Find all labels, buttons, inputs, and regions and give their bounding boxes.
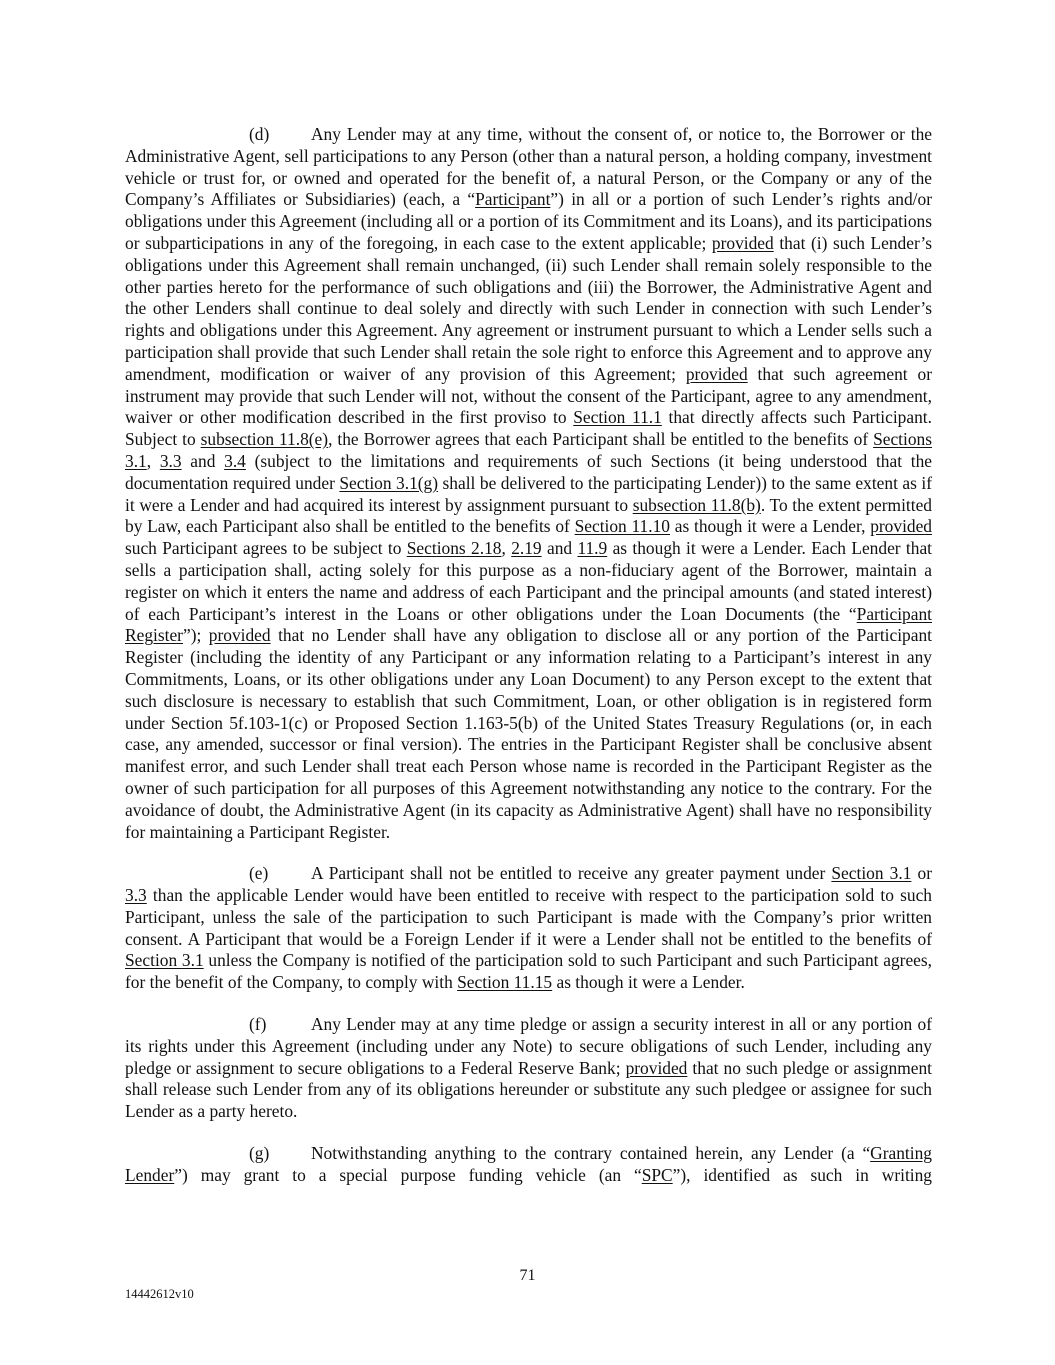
- defined-term-reference: 11.9: [577, 538, 608, 559]
- paragraph-g: [125, 1143, 932, 1187]
- paragraph-text: as though it were a Lender,: [670, 516, 871, 537]
- paragraph-text: (subject to the limitations and requirements of such Sections (it being understood that the documentation required under: [125, 450, 933, 493]
- paragraph-text: that directly affects such Participant. Subject to: [125, 407, 932, 450]
- paragraph-text: Notwithstanding anything to the contrary contained herein, any Lender (a “: [311, 1143, 871, 1164]
- defined-term-reference: provided: [711, 232, 774, 253]
- paragraph-text: ”) in all or a portion of such Lender’s rights and/or obligations under this Agreement (including all or a portion of its Commitment and its Loans), and its participations or subparticipations in any of the foregoing, in each case to the extent applicable;: [125, 189, 932, 253]
- paragraph-text: and: [181, 450, 225, 471]
- paragraph-text: that no such pledge or assignment shall release such Lender from any of its obligations hereunder or substitute any such pledgee or assignee for such Lender as a party hereto.: [125, 1057, 932, 1122]
- defined-term-reference: provided: [208, 625, 271, 646]
- defined-term-reference: subsection 11.8(b): [632, 494, 761, 515]
- page-number: 71: [519, 1267, 536, 1284]
- paragraph-text: that no Lender shall have any obligation to disclose all or any portion of the Participant Register (including the identity of any Participant or any information relating to a Participant’s interest in any Commitments, Loans, or its other obligations under any Loan Document) to any Person except to the extent that such disclosure is necessary to establish that such Commitment, Loan, or other obligation is in registered form under Section 5f.103-1(c) or Proposed Section 1.163-5(b) of the United States Treasury Regulations (or, in each case, any amended, successor or final version). The entries in the Participant Register shall be conclusive absent manifest error, and such Lender shall treat each Person whose name is recorded in the Participant Register as the owner of such participation for all purposes of this Agreement notwithstanding any notice to the contrary. For the avoidance of doubt, the Administrative Agent (in its capacity as Administrative Agent) shall have no responsibility for maintaining a Participant Register.: [125, 625, 932, 842]
- paragraph-f: [125, 1014, 932, 1123]
- paragraph-marker: (f): [249, 1014, 267, 1035]
- paragraph-marker: (e): [249, 863, 269, 884]
- paragraph-text: unless the Company is notified of the participation sold to such Participant and such Participant agrees, for the benefit of the Company, to comply with: [125, 950, 932, 993]
- defined-term-reference: Sections 2.18: [406, 538, 502, 559]
- document-body: [125, 124, 932, 1207]
- defined-term-reference: provided: [685, 363, 748, 384]
- paragraph-marker: (g): [249, 1143, 270, 1164]
- paragraph-text: Any Lender may at any time, without the consent of, or notice to, the Borrower or the Administrative Agent, sell participations to any Person (other than a natural person, a holding company, investment vehicle or trust for, or owned and operated for the benefit of, a natural Person, or the Company or any of the Company’s Affiliates or Subsidiaries) (each, a “: [125, 124, 932, 210]
- paragraph-text: ”), identified as such in writing: [672, 1164, 932, 1185]
- paragraph-text: that (i) such Lender’s obligations under this Agreement shall remain unchanged, (ii) such Lender shall remain solely responsible to the other parties hereto for the performance of such obligations and (iii) the Borrower, the Administrative Agent and the other Lenders shall continue to deal solely and directly with such Lender in connection with such Lender’s rights and obligations under this Agreement. Any agreement or instrument pursuant to which a Lender sells such a participation shall provide that such Lender shall retain the sole right to enforce this Agreement and to approve any amendment, modification or waiver of any provision of this Agreement;: [125, 232, 932, 384]
- paragraph-text: or: [911, 863, 932, 884]
- paragraph-text: and: [541, 538, 578, 559]
- defined-term-reference: Section 11.1: [573, 407, 662, 428]
- defined-term-reference: Section 3.1: [125, 950, 204, 971]
- paragraph-text: ”) may grant to a special purpose funding vehicle (an “: [174, 1164, 642, 1185]
- defined-term-reference: 3.3: [159, 450, 182, 471]
- paragraph-text: A Participant shall not be entitled to receive any greater payment under: [311, 863, 832, 884]
- defined-term-reference: Section 3.1(g): [339, 472, 439, 493]
- defined-term-reference: SPC: [641, 1164, 673, 1185]
- paragraph-text: , the Borrower agrees that each Participant shall be entitled to the benefits of: [328, 429, 874, 450]
- paragraph-e: [125, 863, 932, 994]
- paragraph-marker: (d): [249, 124, 270, 144]
- paragraph-d: [125, 124, 932, 843]
- defined-term-reference: 2.19: [511, 538, 542, 559]
- paragraph-text: . To the extent permitted by Law, each Participant also shall be entitled to the benefits of: [125, 494, 932, 537]
- paragraph-text: than the applicable Lender would have been entitled to receive with respect to the participation sold to such Participant, unless the sale of the participation to such Participant is made with the Company’s prior written consent. A Participant that would be a Foreign Lender if it were a Lender shall not be entitled to the benefits of: [125, 885, 932, 949]
- paragraph-text: that such agreement or instrument may provide that such Lender will not, without the consent of the Participant, agree to any amendment, waiver or other modification described in the first proviso to: [125, 363, 932, 428]
- paragraph-text: as though it were a Lender. Each Lender that sells a participation shall, acting solely for this purpose as a non-fiduciary agent of the Borrower, maintain a register on which it enters the name and address of each Participant and the principal amounts (and stated interest) of each Participant’s interest in the Loans or other obligations under the Loan Documents (the “: [125, 538, 932, 624]
- paragraph-text: ,: [146, 450, 160, 471]
- paragraph-text: ,: [501, 538, 512, 559]
- paragraph-text: shall be delivered to the participating Lender)) to the same extent as if it were a Lender and had acquired its interest by assignment pursuant to: [125, 472, 932, 515]
- paragraph-text: as though it were a Lender.: [552, 972, 745, 993]
- defined-term-reference: provided: [870, 516, 933, 537]
- paragraph-text: such Participant agrees to be subject to: [125, 538, 407, 559]
- defined-term-reference: Section 11.10: [574, 516, 670, 537]
- defined-term-reference: Sections 3.1: [125, 429, 932, 471]
- paragraph-text: Any Lender may at any time pledge or assign a security interest in all or any portion of its rights under this Agreement (including under any Note) to secure obligations of such Lender, including any pledge or assignment to secure obligations to a Federal Reserve Bank;: [125, 1014, 932, 1078]
- defined-term-reference: Section 11.15: [457, 972, 553, 993]
- defined-term-reference: 3.3: [125, 885, 147, 906]
- defined-term-reference: subsection 11.8(e): [200, 429, 329, 450]
- defined-term-reference: provided: [625, 1057, 688, 1078]
- defined-term-reference: Section 3.1: [831, 863, 912, 884]
- defined-term-reference: Participant: [475, 189, 551, 210]
- document-id: 14442612v10: [125, 1287, 194, 1301]
- defined-term-reference: Participant Register: [125, 603, 932, 646]
- paragraph-text: ”);: [182, 625, 209, 646]
- defined-term-reference: Granting Lender: [125, 1143, 932, 1185]
- defined-term-reference: 3.4: [224, 450, 246, 471]
